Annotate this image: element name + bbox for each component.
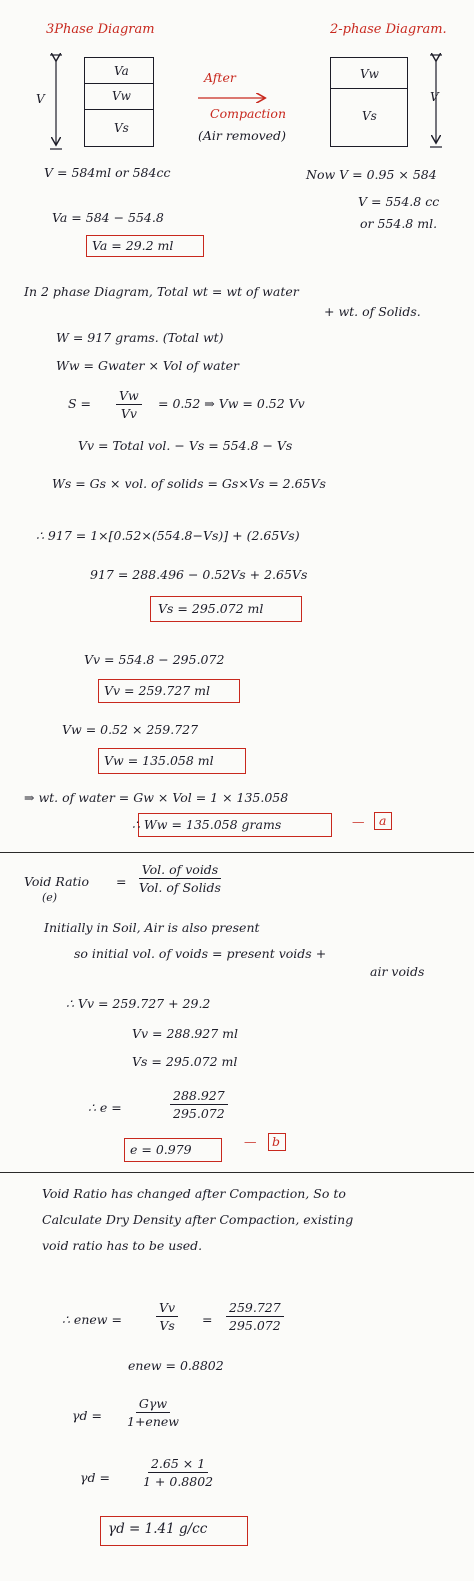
vv-result: Vv = 259.727 ml [104, 683, 211, 698]
air-removed-label: (Air removed) [198, 128, 286, 143]
vv-calc: Vv = 554.8 − 295.072 [84, 652, 225, 667]
after-label: After [204, 70, 236, 85]
compaction-label: Compaction [210, 106, 286, 121]
initial-air-note: Initially in Soil, Air is also present [44, 920, 260, 935]
void-ratio-den: Vol. of Solids [139, 880, 221, 895]
new-volume-cc: V = 554.8 cc [358, 194, 440, 209]
phase-solid-label-2: Vs [362, 109, 377, 123]
air-voids-note: air voids [370, 964, 425, 979]
initial-voids-note: so initial vol. of voids = present voids + [74, 946, 327, 961]
vs-result: Vs = 295.072 ml [158, 601, 264, 616]
vw-result: Vw = 135.058 ml [104, 753, 214, 768]
total-volume-label-2: V [430, 90, 439, 104]
gamma-d-lhs: γd = [72, 1408, 102, 1423]
va-result: Va = 29.2 ml [92, 238, 174, 253]
enew-value: enew = 0.8802 [128, 1358, 224, 1373]
enew-f1-den: Vs [159, 1318, 175, 1333]
divider-2 [0, 1172, 474, 1173]
e-fraction [170, 1088, 228, 1121]
void-ratio-num: Vol. of voids [139, 862, 221, 879]
void-ratio-symbol: (e) [42, 891, 58, 904]
total-volume-label: V [36, 92, 45, 106]
enew-f1-num: Vv [156, 1300, 178, 1317]
gamma-d2-den: 1 + 0.8802 [143, 1474, 214, 1489]
void-ratio-fraction [136, 862, 224, 895]
enew-fraction-2 [226, 1300, 284, 1333]
divider-1 [0, 852, 474, 853]
part-b-dash: — [244, 1134, 257, 1149]
gamma-d-num: Gγw [136, 1396, 170, 1413]
part-a-dash: — [352, 814, 365, 829]
two-phase-title: 2-phase Diagram. [330, 22, 447, 37]
intro-line: In 2 phase Diagram, Total wt = wt of water [24, 284, 299, 299]
total-weight-line: W = 917 grams. (Total wt) [56, 330, 224, 345]
saturation-fraction [116, 388, 142, 421]
enew-eq: = [202, 1312, 213, 1327]
dry-density-para-1: Void Ratio has changed after Compaction, So to [42, 1186, 346, 1201]
void-ratio-label: Void Ratio [24, 874, 90, 889]
ww-result: ∴ Ww = 135.058 grams [132, 817, 282, 832]
gamma-d-den: 1+enew [127, 1414, 179, 1429]
water-weight-line: Ww = Gwater × Vol of water [56, 358, 239, 373]
void-ratio-eq: = [116, 874, 127, 889]
gamma-d-fraction [124, 1396, 182, 1429]
intro-line-2: + wt. of Solids. [324, 304, 421, 319]
phase-air-label: Va [114, 64, 129, 78]
e-result: e = 0.979 [130, 1142, 192, 1157]
three-phase-title: 3Phase Diagram [46, 22, 155, 37]
part-b-tag: b [272, 1134, 281, 1149]
e-num: 288.927 [170, 1088, 228, 1105]
dry-density-para-3: void ratio has to be used. [42, 1238, 203, 1253]
saturation-num: Vw [116, 388, 142, 405]
gamma-d-lhs-2: γd = [80, 1470, 110, 1485]
saturation-lhs: S = [68, 396, 92, 411]
dry-density-para-2: Calculate Dry Density after Compaction, existing [42, 1212, 354, 1227]
phase-water-label-2: Vw [360, 67, 379, 81]
new-volume-line: Now V = 0.95 × 584 [306, 167, 437, 182]
solid-weight-line: Ws = Gs × vol. of solids = Gs×Vs = 2.65Vs [52, 476, 326, 491]
vv-total-line: Vv = 288.927 ml [132, 1026, 239, 1041]
enew-fraction-1 [156, 1300, 178, 1333]
gamma-d-fraction-2 [140, 1456, 216, 1489]
enew-f2-den: 295.072 [229, 1318, 281, 1333]
vv-sum-line: ∴ Vv = 259.727 + 29.2 [66, 996, 211, 1011]
equation-line-1: ∴ 917 = 1×[0.52×(554.8−Vs)] + (2.65Vs) [36, 528, 300, 543]
vs-line: Vs = 295.072 ml [132, 1054, 238, 1069]
void-volume-line: Vv = Total vol. − Vs = 554.8 − Vs [78, 438, 293, 453]
e-den: 295.072 [173, 1106, 225, 1121]
equation-line-2: 917 = 288.496 − 0.52Vs + 2.65Vs [90, 567, 308, 582]
dry-density-result: γd = 1.41 g/cc [108, 1521, 208, 1537]
total-volume-line: V = 584ml or 584cc [44, 165, 171, 180]
phase-solid-label: Vs [114, 121, 129, 135]
saturation-rhs: = 0.52 ⇒ Vw = 0.52 Vv [158, 396, 305, 411]
part-a-tag: a [379, 813, 387, 828]
saturation-den: Vv [120, 406, 137, 421]
phase-water-label: Vw [112, 89, 131, 103]
e-lhs: ∴ e = [88, 1100, 122, 1115]
gamma-d2-num: 2.65 × 1 [148, 1456, 208, 1473]
va-calc: Va = 584 − 554.8 [52, 210, 164, 225]
vw-calc: Vw = 0.52 × 259.727 [62, 722, 199, 737]
new-volume-ml: or 554.8 ml. [360, 216, 438, 231]
enew-lhs: ∴ enew = [62, 1312, 122, 1327]
enew-f2-num: 259.727 [226, 1300, 284, 1317]
water-weight-calc: ⇒ wt. of water = Gw × Vol = 1 × 135.058 [24, 790, 289, 805]
